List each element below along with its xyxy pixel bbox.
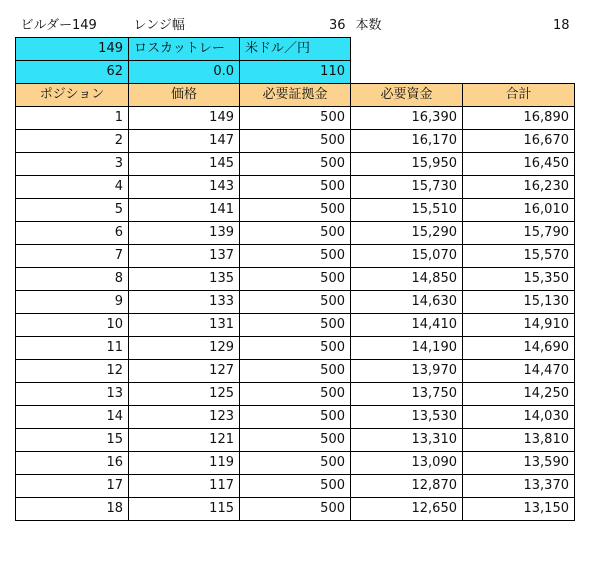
required-funds-cell[interactable]: 14,190 (351, 337, 463, 360)
price-cell[interactable]: 141 (129, 199, 240, 222)
table-row (16, 360, 575, 383)
margin-cell[interactable]: 500 (240, 130, 351, 153)
table-row (16, 176, 575, 199)
table-row (16, 429, 575, 452)
margin-cell[interactable]: 500 (240, 199, 351, 222)
empty-cell[interactable] (463, 61, 575, 84)
required-funds-cell[interactable]: 16,390 (351, 107, 463, 130)
position-cell[interactable]: 6 (16, 222, 129, 245)
total-cell[interactable]: 13,370 (463, 475, 575, 498)
required-funds-cell[interactable]: 15,950 (351, 153, 463, 176)
required-funds-cell[interactable]: 14,850 (351, 268, 463, 291)
required-funds-cell[interactable]: 15,070 (351, 245, 463, 268)
required-funds-cell[interactable]: 13,750 (351, 383, 463, 406)
table-row (16, 245, 575, 268)
empty-cell[interactable] (463, 38, 575, 61)
position-cell[interactable]: 2 (16, 130, 129, 153)
empty-cell[interactable] (351, 38, 463, 61)
position-cell[interactable]: 3 (16, 153, 129, 176)
margin-cell[interactable]: 500 (240, 153, 351, 176)
column-header-price[interactable]: 価格 (129, 84, 240, 107)
table-row (16, 314, 575, 337)
total-cell[interactable]: 14,470 (463, 360, 575, 383)
table-row (16, 291, 575, 314)
losscut-label-cell[interactable]: ロスカットレー (129, 38, 240, 61)
params-row-1 (16, 38, 575, 61)
required-funds-cell[interactable]: 14,630 (351, 291, 463, 314)
price-cell[interactable]: 115 (129, 498, 240, 521)
margin-cell[interactable]: 500 (240, 314, 351, 337)
total-cell[interactable]: 13,810 (463, 429, 575, 452)
position-cell[interactable]: 8 (16, 268, 129, 291)
required-funds-cell[interactable]: 15,730 (351, 176, 463, 199)
position-cell[interactable]: 18 (16, 498, 129, 521)
margin-cell[interactable]: 500 (240, 222, 351, 245)
total-cell[interactable]: 14,910 (463, 314, 575, 337)
total-cell[interactable]: 15,570 (463, 245, 575, 268)
position-cell[interactable]: 9 (16, 291, 129, 314)
empty-cell[interactable] (351, 61, 463, 84)
price-cell[interactable]: 135 (129, 268, 240, 291)
price-cell[interactable]: 121 (129, 429, 240, 452)
currency-label-cell[interactable]: 米ドル／円 (240, 38, 351, 61)
position-cell[interactable]: 1 (16, 107, 129, 130)
builder-value-cell[interactable]: 149 (16, 38, 129, 61)
table-row (16, 153, 575, 176)
table-row (16, 475, 575, 498)
margin-cell[interactable]: 500 (240, 429, 351, 452)
position-cell[interactable]: 14 (16, 406, 129, 429)
total-cell[interactable]: 16,890 (463, 107, 575, 130)
table-row (16, 199, 575, 222)
builder-label-cell[interactable]: ビルダー149 (20, 18, 97, 33)
price-cell[interactable]: 143 (129, 176, 240, 199)
params-row-2 (16, 61, 575, 84)
required-funds-cell[interactable]: 15,510 (351, 199, 463, 222)
param-value-c-cell[interactable]: 110 (240, 61, 351, 84)
price-cell[interactable]: 145 (129, 153, 240, 176)
margin-cell[interactable]: 500 (240, 268, 351, 291)
position-cell[interactable]: 12 (16, 360, 129, 383)
total-cell[interactable]: 14,030 (463, 406, 575, 429)
total-cell[interactable]: 16,670 (463, 130, 575, 153)
margin-cell[interactable]: 500 (240, 498, 351, 521)
position-table (15, 15, 575, 521)
margin-cell[interactable]: 500 (240, 383, 351, 406)
price-cell[interactable]: 127 (129, 360, 240, 383)
required-funds-cell[interactable]: 13,970 (351, 360, 463, 383)
param-value-a-cell[interactable]: 62 (16, 61, 129, 84)
margin-cell[interactable]: 500 (240, 452, 351, 475)
total-cell[interactable]: 15,350 (463, 268, 575, 291)
table-row (16, 337, 575, 360)
price-cell[interactable]: 131 (129, 314, 240, 337)
margin-cell[interactable]: 500 (240, 337, 351, 360)
margin-cell[interactable]: 500 (240, 107, 351, 130)
price-cell[interactable]: 139 (129, 222, 240, 245)
required-funds-cell[interactable]: 13,310 (351, 429, 463, 452)
table-row (16, 498, 575, 521)
margin-cell[interactable]: 500 (240, 475, 351, 498)
table-row (16, 406, 575, 429)
margin-cell[interactable]: 500 (240, 245, 351, 268)
table-row (16, 222, 575, 245)
column-header-required-funds[interactable]: 必要資金 (351, 84, 463, 107)
total-cell[interactable]: 13,150 (463, 498, 575, 521)
price-cell[interactable]: 123 (129, 406, 240, 429)
price-cell[interactable]: 147 (129, 130, 240, 153)
price-cell[interactable]: 149 (129, 107, 240, 130)
required-funds-cell[interactable]: 12,650 (351, 498, 463, 521)
column-header-total[interactable]: 合計 (463, 84, 575, 107)
total-cell[interactable]: 16,230 (463, 176, 575, 199)
margin-cell[interactable]: 500 (240, 406, 351, 429)
column-header-margin[interactable]: 必要証拠金 (240, 84, 351, 107)
price-cell[interactable]: 137 (129, 245, 240, 268)
table-row (16, 383, 575, 406)
required-funds-cell[interactable]: 16,170 (351, 130, 463, 153)
position-cell[interactable]: 17 (16, 475, 129, 498)
position-cell[interactable]: 11 (16, 337, 129, 360)
price-cell[interactable]: 125 (129, 383, 240, 406)
margin-cell[interactable]: 500 (240, 176, 351, 199)
price-cell[interactable]: 129 (129, 337, 240, 360)
margin-cell[interactable]: 500 (240, 291, 351, 314)
total-cell[interactable]: 14,250 (463, 383, 575, 406)
required-funds-cell[interactable]: 15,290 (351, 222, 463, 245)
required-funds-cell[interactable]: 14,410 (351, 314, 463, 337)
required-funds-cell[interactable]: 12,870 (351, 475, 463, 498)
param-value-b-cell[interactable]: 0.0 (129, 61, 240, 84)
column-header-row (16, 84, 575, 107)
position-cell[interactable]: 7 (16, 245, 129, 268)
total-cell[interactable]: 15,130 (463, 291, 575, 314)
position-cell[interactable]: 16 (16, 452, 129, 475)
position-cell[interactable]: 13 (16, 383, 129, 406)
position-cell[interactable]: 15 (16, 429, 129, 452)
summary-row (16, 15, 575, 38)
column-header-position[interactable]: ポジション (16, 84, 129, 107)
price-cell[interactable]: 119 (129, 452, 240, 475)
count-label-cell[interactable]: 本数 (355, 18, 382, 34)
position-cell[interactable]: 10 (16, 314, 129, 337)
total-cell[interactable]: 16,010 (463, 199, 575, 222)
position-cell[interactable]: 5 (16, 199, 129, 222)
price-cell[interactable]: 133 (129, 291, 240, 314)
table-row (16, 107, 575, 130)
table-row (16, 268, 575, 291)
range-label-cell[interactable]: レンジ幅 (133, 18, 185, 33)
table-row (16, 452, 575, 475)
range-value-cell[interactable]: 36 (328, 18, 346, 33)
price-cell[interactable]: 117 (129, 475, 240, 498)
total-cell[interactable]: 16,450 (463, 153, 575, 176)
total-cell[interactable]: 13,590 (463, 452, 575, 475)
margin-cell[interactable]: 500 (240, 360, 351, 383)
position-cell[interactable]: 4 (16, 176, 129, 199)
count-value-cell[interactable]: 18 (552, 18, 570, 34)
table-row (16, 130, 575, 153)
total-cell[interactable]: 14,690 (463, 337, 575, 360)
total-cell[interactable]: 15,790 (463, 222, 575, 245)
required-funds-cell[interactable]: 13,090 (351, 452, 463, 475)
required-funds-cell[interactable]: 13,530 (351, 406, 463, 429)
